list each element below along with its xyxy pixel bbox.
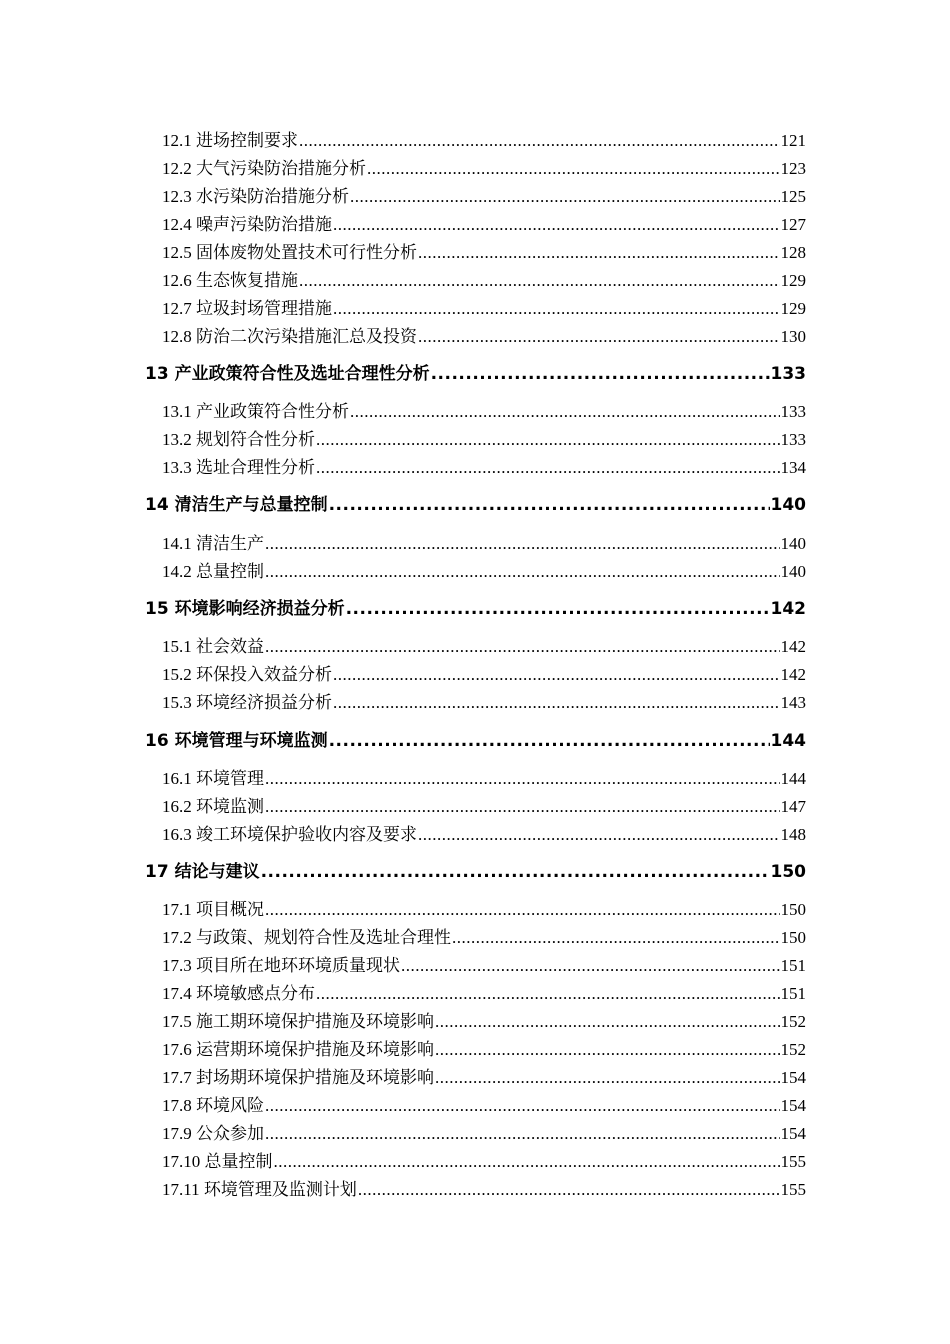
toc-entry-title: 14 清洁生产与总量控制 xyxy=(145,495,328,515)
toc-page-number: 154 xyxy=(780,1124,806,1143)
toc-page-number: 144 xyxy=(780,769,806,788)
toc-entry-title: 12.6 生态恢复措施 xyxy=(162,271,298,290)
toc-dot-leader xyxy=(265,1096,780,1116)
toc-entry-title: 15.1 社会效益 xyxy=(162,637,264,656)
toc-page-number: 133 xyxy=(770,364,806,384)
toc-section-entry[interactable] xyxy=(162,1035,806,1060)
toc-page-number: 150 xyxy=(780,928,806,947)
toc-dot-leader xyxy=(329,731,770,751)
toc-page-number: 151 xyxy=(780,956,806,975)
toc-entry-title: 17.5 施工期环境保护措施及环境影响 xyxy=(162,1012,434,1031)
toc-section-entry[interactable] xyxy=(162,238,806,263)
toc-page-number: 142 xyxy=(780,665,806,684)
toc-dot-leader xyxy=(435,1068,780,1088)
toc-page-number: 129 xyxy=(780,299,806,318)
toc-dot-leader xyxy=(265,769,780,789)
toc-dot-leader xyxy=(435,1040,780,1060)
toc-page-number: 125 xyxy=(780,187,806,206)
toc-section-entry[interactable] xyxy=(162,1147,806,1172)
toc-page-number: 142 xyxy=(770,599,806,619)
toc-page-number: 152 xyxy=(780,1012,806,1031)
toc-entry-title: 12.7 垃圾封场管理措施 xyxy=(162,299,332,318)
toc-entry-title: 17.6 运营期环境保护措施及环境影响 xyxy=(162,1040,434,1059)
toc-entry-title: 13.3 选址合理性分析 xyxy=(162,458,315,477)
toc-page-number: 147 xyxy=(780,797,806,816)
toc-dot-leader xyxy=(401,956,780,976)
toc-chapter-entry[interactable] xyxy=(145,359,806,384)
toc-page-number: 154 xyxy=(780,1096,806,1115)
toc-entry-title: 17.9 公众参加 xyxy=(162,1124,264,1143)
toc-section-entry[interactable] xyxy=(162,792,806,817)
toc-dot-leader xyxy=(316,430,780,450)
toc-entry-title: 13.1 产业政策符合性分析 xyxy=(162,402,349,421)
toc-entry-title: 12.2 大气污染防治措施分析 xyxy=(162,159,366,178)
toc-dot-leader xyxy=(350,187,780,207)
toc-page-number: 133 xyxy=(780,402,806,421)
toc-page-number: 123 xyxy=(780,159,806,178)
toc-entry-title: 12.1 进场控制要求 xyxy=(162,131,298,150)
toc-page-number: 154 xyxy=(780,1068,806,1087)
toc-entry-title: 15 环境影响经济损益分析 xyxy=(145,599,345,619)
toc-section-entry[interactable] xyxy=(162,453,806,478)
toc-dot-leader xyxy=(333,299,780,319)
toc-dot-leader xyxy=(418,243,780,263)
toc-chapter-entry[interactable] xyxy=(145,490,806,515)
toc-dot-leader xyxy=(367,159,780,179)
toc-section-entry[interactable] xyxy=(162,688,806,713)
toc-section-entry[interactable] xyxy=(162,979,806,1004)
toc-dot-leader xyxy=(274,1152,780,1172)
toc-section-entry[interactable] xyxy=(162,557,806,582)
toc-entry-title: 12.3 水污染防治措施分析 xyxy=(162,187,349,206)
toc-dot-leader xyxy=(358,1180,780,1200)
toc-page-number: 150 xyxy=(780,900,806,919)
toc-entry-title: 17.11 环境管理及监测计划 xyxy=(162,1180,357,1199)
toc-dot-leader xyxy=(431,364,770,384)
toc-dot-leader xyxy=(316,984,780,1004)
toc-entry-title: 15.3 环境经济损益分析 xyxy=(162,693,332,712)
toc-chapter-entry[interactable] xyxy=(145,594,806,619)
toc-section-entry[interactable] xyxy=(162,126,806,151)
toc-page-number: 155 xyxy=(780,1152,806,1171)
toc-page-number: 151 xyxy=(780,984,806,1003)
toc-entry-title: 17.3 项目所在地环环境质量现状 xyxy=(162,956,400,975)
toc-page-number: 144 xyxy=(770,731,806,751)
toc-section-entry[interactable] xyxy=(162,1091,806,1116)
toc-entry-title: 14.2 总量控制 xyxy=(162,562,264,581)
toc-entry-title: 17 结论与建议 xyxy=(145,862,260,882)
toc-section-entry[interactable] xyxy=(162,660,806,685)
toc-dot-leader xyxy=(452,928,780,948)
toc-entry-title: 12.8 防治二次污染措施汇总及投资 xyxy=(162,327,417,346)
toc-dot-leader xyxy=(333,665,780,685)
toc-entry-title: 17.7 封场期环境保护措施及环境影响 xyxy=(162,1068,434,1087)
toc-section-entry[interactable] xyxy=(162,266,806,291)
toc-section-entry[interactable] xyxy=(162,1007,806,1032)
toc-entry-title: 17.4 环境敏感点分布 xyxy=(162,984,315,1003)
toc-entry-title: 17.2 与政策、规划符合性及选址合理性 xyxy=(162,928,451,947)
toc-dot-leader xyxy=(418,327,780,347)
toc-entry-title: 12.5 固体废物处置技术可行性分析 xyxy=(162,243,417,262)
toc-entry-title: 17.10 总量控制 xyxy=(162,1152,273,1171)
toc-section-entry[interactable] xyxy=(162,923,806,948)
toc-section-entry[interactable] xyxy=(162,951,806,976)
toc-entry-title: 14.1 清洁生产 xyxy=(162,534,264,553)
toc-page-number: 150 xyxy=(770,862,806,882)
toc-dot-leader xyxy=(265,900,780,920)
toc-section-entry[interactable] xyxy=(162,632,806,657)
toc-entry-title: 16.2 环境监测 xyxy=(162,797,264,816)
toc-page-number: 133 xyxy=(780,430,806,449)
toc-dot-leader xyxy=(265,637,780,657)
toc-entry-title: 17.8 环境风险 xyxy=(162,1096,264,1115)
toc-chapter-entry[interactable] xyxy=(145,857,806,882)
toc-page-number: 148 xyxy=(780,825,806,844)
toc-section-entry[interactable] xyxy=(162,397,806,422)
toc-dot-leader xyxy=(299,271,780,291)
toc-page-number: 130 xyxy=(780,327,806,346)
toc-page-number: 134 xyxy=(780,458,806,477)
toc-section-entry[interactable] xyxy=(162,425,806,450)
toc-page-number: 127 xyxy=(780,215,806,234)
toc-entry-title: 16.3 竣工环境保护验收内容及要求 xyxy=(162,825,417,844)
toc-page-number: 140 xyxy=(780,534,806,553)
toc-entry-title: 13.2 规划符合性分析 xyxy=(162,430,315,449)
toc-page-number: 129 xyxy=(780,271,806,290)
toc-entry-title: 12.4 噪声污染防治措施 xyxy=(162,215,332,234)
toc-page-number: 128 xyxy=(780,243,806,262)
toc-entry-title: 17.1 项目概况 xyxy=(162,900,264,919)
toc-section-entry[interactable] xyxy=(162,322,806,347)
toc-dot-leader xyxy=(333,215,780,235)
toc-dot-leader xyxy=(265,534,780,554)
toc-section-entry[interactable] xyxy=(162,529,806,554)
toc-page-number: 140 xyxy=(770,495,806,515)
toc-dot-leader xyxy=(418,825,780,845)
toc-section-entry[interactable] xyxy=(162,1063,806,1088)
toc-section-entry[interactable] xyxy=(162,154,806,179)
toc-dot-leader xyxy=(299,131,780,151)
toc-section-entry[interactable] xyxy=(162,1119,806,1144)
toc-section-entry[interactable] xyxy=(162,182,806,207)
toc-dot-leader xyxy=(346,599,770,619)
toc-entry-title: 13 产业政策符合性及选址合理性分析 xyxy=(145,364,430,384)
toc-page-number: 121 xyxy=(780,131,806,150)
toc-dot-leader xyxy=(329,495,770,515)
toc-dot-leader xyxy=(435,1012,780,1032)
toc-page-number: 152 xyxy=(780,1040,806,1059)
toc-section-entry[interactable] xyxy=(162,294,806,319)
toc-dot-leader xyxy=(265,562,780,582)
toc-chapter-entry[interactable] xyxy=(145,726,806,751)
toc-dot-leader xyxy=(333,693,780,713)
toc-page-number: 140 xyxy=(780,562,806,581)
toc-section-entry[interactable] xyxy=(162,1175,806,1200)
toc-page-number: 155 xyxy=(780,1180,806,1199)
toc-dot-leader xyxy=(316,458,780,478)
toc-entry-title: 16.1 环境管理 xyxy=(162,769,264,788)
toc-dot-leader xyxy=(265,1124,780,1144)
toc-entry-title: 16 环境管理与环境监测 xyxy=(145,731,328,751)
toc-dot-leader xyxy=(350,402,780,422)
toc-section-entry[interactable] xyxy=(162,895,806,920)
toc-dot-leader xyxy=(265,797,780,817)
toc-page-number: 143 xyxy=(780,693,806,712)
toc-dot-leader xyxy=(261,862,770,882)
toc-section-entry[interactable] xyxy=(162,820,806,845)
toc-section-entry[interactable] xyxy=(162,210,806,235)
toc-page-number: 142 xyxy=(780,637,806,656)
toc-section-entry[interactable] xyxy=(162,764,806,789)
toc-entry-title: 15.2 环保投入效益分析 xyxy=(162,665,332,684)
